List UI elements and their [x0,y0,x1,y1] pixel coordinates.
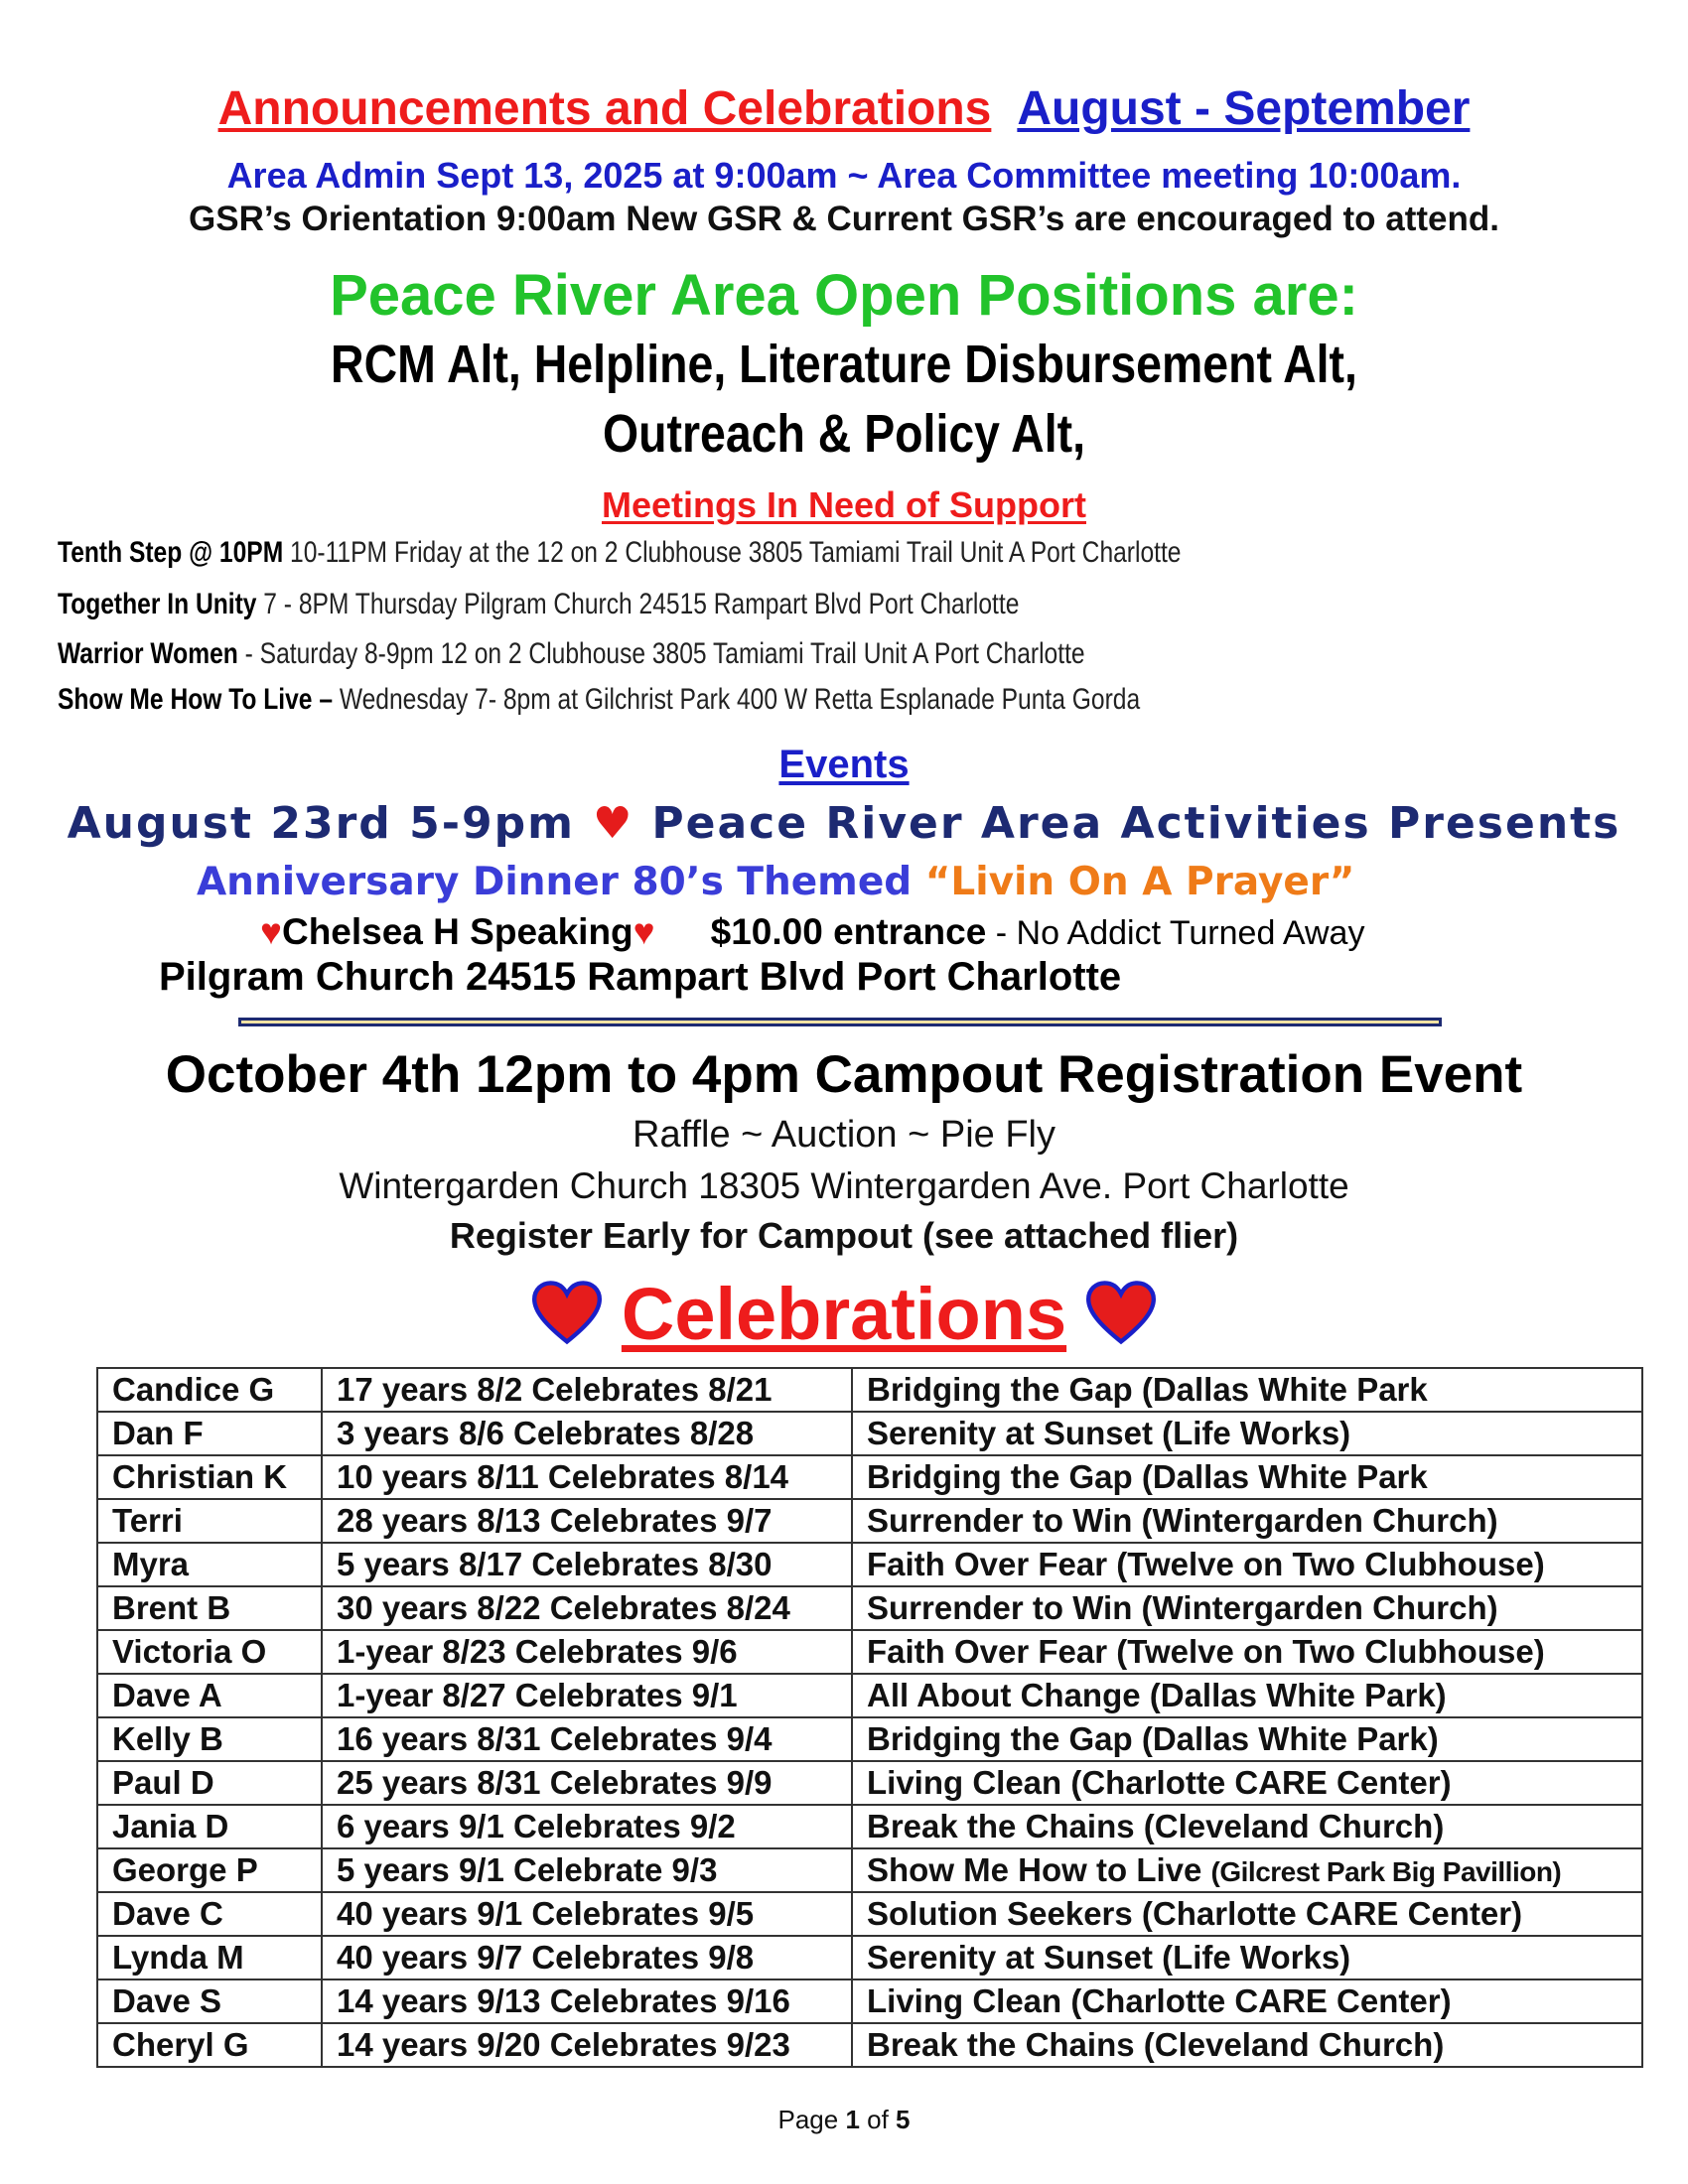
clean-time [322,1979,852,2023]
clean-time-text: 40 years 9/1 Celebrates 9/5 [337,1895,755,1932]
home-group-text: Bridging the Gap (Dallas White Park [867,1458,1428,1495]
clean-time [322,1717,852,1761]
clean-time-text: 5 years 8/17 Celebrates 8/30 [337,1546,773,1582]
member-name-text: Cheryl G [112,2026,249,2063]
clean-time [322,1368,852,1412]
title-text: Announcements and Celebrations [217,82,992,135]
meeting-details: Wednesday 7- 8pm at Gilchrist Park 400 W Retta Esplanade Punta Gorda [333,683,1141,716]
event-price: $10.00 entrance [710,911,987,952]
home-group-location: (Gilcrest Park Big Pavillion) [1210,1856,1562,1887]
home-group [852,2023,1642,2067]
open-positions-line-2: Outreach & Policy Alt, [602,404,1086,464]
member-name-text: Christian K [112,1458,288,1495]
event-dinner: Anniversary Dinner 80’s Themed [197,860,925,904]
home-group-text: Faith Over Fear (Twelve on Two Clubhouse) [867,1546,1545,1582]
page-of: of [859,2105,897,2134]
member-name [97,1543,322,1586]
event-line-1 [0,798,1688,849]
table-row [97,1805,1642,1848]
event-line-2 [197,860,1354,904]
campout-activities: Raffle ~ Auction ~ Pie Fly [633,1114,1055,1156]
table-row [97,1936,1642,1979]
meeting-details: - Saturday 8-9pm 12 on 2 Clubhouse 3805 Tamiami Trail Unit A Port Charlotte [237,637,1085,670]
meeting-details: 7 - 8PM Thursday Pilgram Church 24515 Rampart Blvd Port Charlotte [256,588,1020,620]
event-venue: Pilgram Church 24515 Rampart Blvd Port Charlotte [159,955,1122,999]
member-name-text: Kelly B [112,1720,223,1757]
clean-time-text: 25 years 8/31 Celebrates 9/9 [337,1764,773,1801]
member-name-text: Candice G [112,1371,275,1408]
member-name [97,1674,322,1717]
celebrations-heading [0,1269,1688,1358]
page-total: 5 [896,2105,911,2134]
event-note: - No Addict Turned Away [986,914,1365,952]
clean-time [322,1805,852,1848]
clean-time [322,1848,852,1892]
member-name [97,1848,322,1892]
table-row [97,1717,1642,1761]
gsr-orientation: GSR’s Orientation 9:00am New GSR & Current GSR’s are encouraged to attend. [189,200,1499,238]
event-presenter: Peace River Area Activities Presents [651,798,1621,849]
clean-time [322,1455,852,1499]
page-title [0,81,1688,136]
home-group-text: Surrender to Win (Wintergarden Church) [867,1502,1498,1539]
home-group-text: Living Clean (Charlotte CARE Center) [867,1764,1452,1801]
clean-time-text: 10 years 8/11 Celebrates 8/14 [337,1458,789,1495]
home-group-text: Faith Over Fear (Twelve on Two Clubhouse) [867,1633,1545,1670]
member-name-text: Terri [112,1502,183,1539]
home-group-text: Break the Chains (Cleveland Church) [867,2026,1445,2063]
home-group [852,1848,1642,1892]
clean-time [322,1630,852,1674]
member-name-text: George P [112,1851,258,1888]
home-group-text: Break the Chains (Cleveland Church) [867,1808,1445,1844]
home-group-text: Bridging the Gap (Dallas White Park) [867,1720,1439,1757]
event-theme: “Livin On A Prayer” [924,860,1355,904]
heart-icon: ♥ [633,911,655,952]
member-name [97,1586,322,1630]
member-name [97,2023,322,2067]
table-row [97,1892,1642,1936]
table-row [97,1412,1642,1455]
member-name [97,1368,322,1412]
table-row [97,1543,1642,1586]
event-date: August 23rd 5-9pm [67,798,575,849]
clean-time-text: 5 years 9/1 Celebrate 9/3 [337,1851,718,1888]
clean-time [322,1761,852,1805]
admin-announcement: Area Admin Sept 13, 2025 at 9:00am ~ Area Committee meeting 10:00am. [226,155,1462,196]
clean-time [322,1412,852,1455]
event-line-3 [260,911,1364,953]
member-name [97,1761,322,1805]
home-group [852,1630,1642,1674]
home-group [852,1936,1642,1979]
page-footer [0,2105,1688,2135]
member-name [97,1936,322,1979]
clean-time [322,1674,852,1717]
home-group [852,1761,1642,1805]
meeting-name: Tenth Step @ 10PM [58,536,284,569]
open-positions-heading: Peace River Area Open Positions are: [330,263,1358,328]
clean-time [322,1543,852,1586]
page-current: 1 [845,2105,860,2134]
table-row [97,1499,1642,1543]
celebrations-title: Celebrations [621,1272,1067,1355]
meeting-details: 10-11PM Friday at the 12 on 2 Clubhouse 3805 Tamiami Trail Unit A Port Charlotte [283,536,1182,569]
clean-time [322,1936,852,1979]
table-row [97,1848,1642,1892]
meeting-item [58,588,1019,621]
clean-time-text: 1-year 8/23 Celebrates 9/6 [337,1633,738,1670]
table-row [97,2023,1642,2067]
home-group [852,1674,1642,1717]
table-row [97,1761,1642,1805]
home-group [852,1805,1642,1848]
clean-time [322,2023,852,2067]
clean-time-text: 28 years 8/13 Celebrates 9/7 [337,1502,773,1539]
member-name [97,1412,322,1455]
meeting-item [58,683,1140,717]
home-group-text: All About Change (Dallas White Park) [867,1677,1447,1713]
member-name-text: Myra [112,1546,190,1582]
home-group-text: Solution Seekers (Charlotte CARE Center) [867,1895,1523,1932]
title-months: August - September [1017,82,1471,135]
member-name [97,1630,322,1674]
member-name-text: Dave S [112,1982,222,2019]
home-group-text: Living Clean (Charlotte CARE Center) [867,1982,1452,2019]
event-speaker: Chelsea H Speaking [281,911,633,952]
home-group-text: Bridging the Gap (Dallas White Park [867,1371,1428,1408]
table-row [97,1455,1642,1499]
campout-title: October 4th 12pm to 4pm Campout Registration Event [165,1045,1523,1104]
celebrations-table [96,1367,1643,2068]
clean-time-text: 14 years 9/13 Celebrates 9/16 [337,1982,790,2019]
table-row [97,1630,1642,1674]
page-label: Page [777,2105,846,2134]
table-row [97,1674,1642,1717]
events-heading: Events [778,743,910,786]
member-name-text: Lynda M [112,1939,244,1976]
table-row [97,1368,1642,1412]
member-name-text: Brent B [112,1589,231,1626]
home-group-text: Surrender to Win (Wintergarden Church) [867,1589,1498,1626]
member-name [97,1717,322,1761]
clean-time-text: 1-year 8/27 Celebrates 9/1 [337,1677,738,1713]
home-group [852,1586,1642,1630]
heart-icon: ♥ [592,798,634,849]
clean-time [322,1892,852,1936]
table-row [97,1586,1642,1630]
home-group-text: Serenity at Sunset (Life Works) [867,1939,1351,1976]
table-row [97,1979,1642,2023]
open-positions-line-1: RCM Alt, Helpline, Literature Disbursement Alt, [331,335,1357,394]
member-name-text: Dave A [112,1677,222,1713]
heart-icon: ♥ [260,911,282,952]
clean-time-text: 30 years 8/22 Celebrates 8/24 [337,1589,790,1626]
member-name-text: Paul D [112,1764,214,1801]
campout-register: Register Early for Campout (see attached flier) [449,1215,1239,1256]
member-name-text: Dave C [112,1895,223,1932]
member-name-text: Dan F [112,1415,204,1451]
meetings-heading: Meetings In Need of Support [601,484,1086,525]
home-group [852,1499,1642,1543]
clean-time-text: 14 years 9/20 Celebrates 9/23 [337,2026,790,2063]
clean-time-text: 40 years 9/7 Celebrates 9/8 [337,1939,755,1976]
member-name [97,1455,322,1499]
home-group [852,1543,1642,1586]
home-group-text: Serenity at Sunset (Life Works) [867,1415,1351,1451]
clean-time-text: 17 years 8/2 Celebrates 8/21 [337,1371,773,1408]
home-group [852,1412,1642,1455]
clean-time-text: 3 years 8/6 Celebrates 8/28 [337,1415,755,1451]
clean-time-text: 16 years 8/31 Celebrates 9/4 [337,1720,773,1757]
meeting-name: Show Me How To Live – [58,683,334,716]
member-name-text: Victoria O [112,1633,267,1670]
home-group-text: Show Me How to Live [867,1851,1211,1888]
member-name [97,1979,322,2023]
member-name-text: Jania D [112,1808,229,1844]
meeting-item [58,536,1181,570]
meeting-item [58,637,1085,671]
clean-time [322,1586,852,1630]
heart-icon [1086,1281,1156,1346]
member-name [97,1805,322,1848]
home-group [852,1455,1642,1499]
meeting-name: Warrior Women [58,637,238,670]
section-divider [238,1018,1442,1026]
meeting-name: Together In Unity [58,588,257,620]
home-group [852,1979,1642,2023]
member-name [97,1499,322,1543]
home-group [852,1717,1642,1761]
clean-time-text: 6 years 9/1 Celebrates 9/2 [337,1808,736,1844]
home-group [852,1368,1642,1412]
member-name [97,1892,322,1936]
clean-time [322,1499,852,1543]
home-group [852,1892,1642,1936]
campout-location: Wintergarden Church 18305 Wintergarden Ave. Port Charlotte [339,1165,1349,1206]
heart-icon [532,1281,602,1346]
